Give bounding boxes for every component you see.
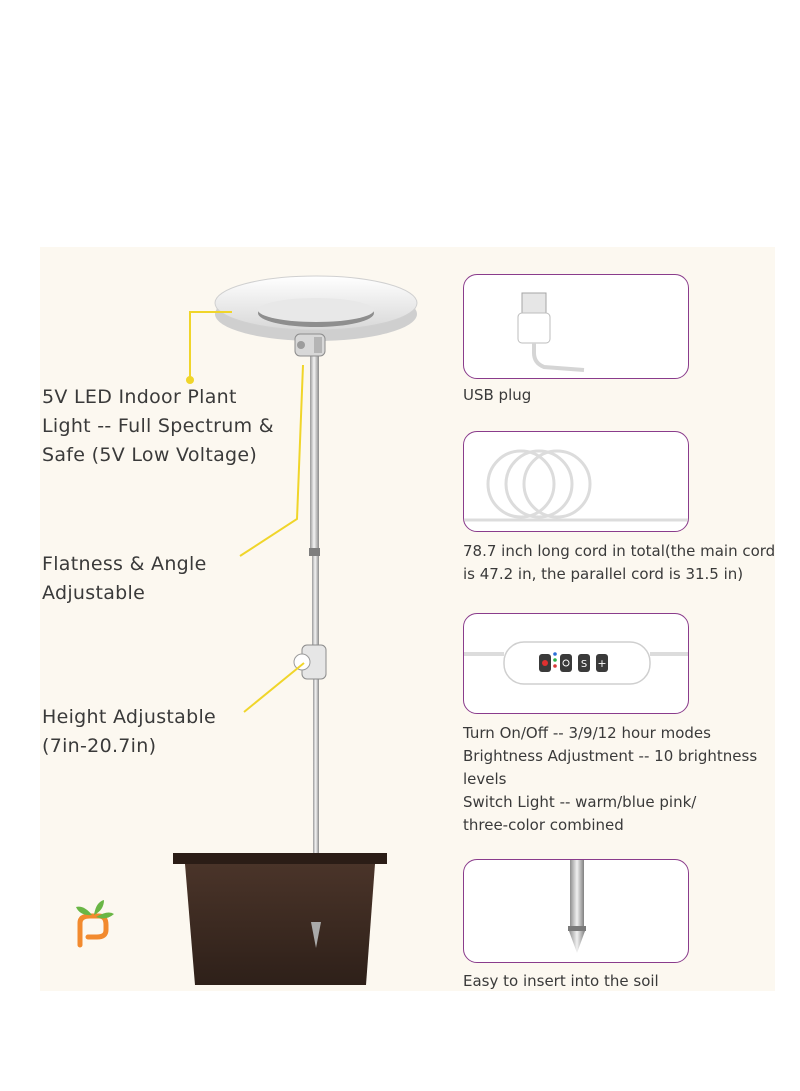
usb-plug-icon [464, 275, 689, 379]
cord-caption [463, 540, 775, 586]
cord-caption-line2: is 47.2 in, the parallel cord is 31.5 in) [463, 565, 744, 583]
controller-caption-line3: levels [463, 770, 507, 788]
cord-caption-line1: 78.7 inch long cord in total(the main cord [463, 542, 776, 560]
cord-card [463, 431, 689, 532]
height-label [42, 703, 216, 761]
controller-caption-line5: three-color combined [463, 816, 624, 834]
controller-caption-line4: Switch Light -- warm/blue pink/ [463, 793, 697, 811]
led-label-line3: Safe (5V Low Voltage) [42, 444, 258, 466]
led-label-line1: 5V LED Indoor Plant [42, 386, 237, 408]
controller-caption-line1: Turn On/Off -- 3/9/12 hour modes [463, 724, 711, 742]
svg-text:S: S [580, 659, 588, 670]
controller-icon [464, 614, 689, 714]
height-label-line2: (7in-20.7in) [42, 735, 157, 757]
ring-lamp [215, 276, 417, 341]
soil-pot [173, 853, 387, 985]
controller-card [463, 613, 689, 714]
leader-lines [187, 312, 304, 712]
controller-caption-line2: Brightness Adjustment -- 10 brightness [463, 747, 758, 765]
coiled-cord-icon [464, 432, 689, 532]
usb-card [463, 274, 689, 379]
stake-icon [464, 860, 689, 963]
controller-caption [463, 722, 757, 837]
stake-card [463, 859, 689, 963]
led-light-label [42, 383, 274, 470]
usb-caption: USB plug [463, 386, 532, 404]
flatness-label-line2: Adjustable [42, 582, 146, 604]
flatness-label [42, 550, 207, 608]
logo-icon [76, 900, 114, 945]
svg-text:+: + [597, 657, 607, 670]
height-label-line1: Height Adjustable [42, 706, 217, 728]
led-label-line2: Light -- Full Spectrum & [42, 415, 274, 437]
flatness-label-line1: Flatness & Angle [42, 553, 207, 575]
soil-caption: Easy to insert into the soil [463, 972, 659, 990]
